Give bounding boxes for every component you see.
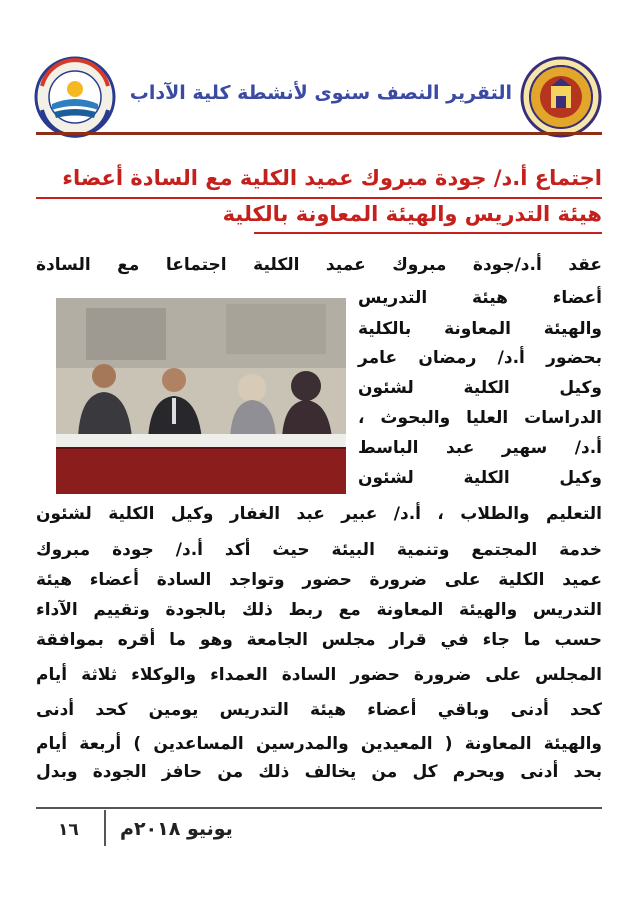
- body-line: الدراسات العليا والبحوث ،: [358, 408, 602, 428]
- body-line: والهيئة المعاونة بالكلية: [358, 319, 602, 339]
- heading-underline-2: [254, 232, 602, 234]
- body-line: عقد أ.د/جودة مبروك عميد الكلية اجتماعا مع السادة: [36, 255, 602, 275]
- footer-date: يونيو ٢٠١٨م: [120, 818, 233, 840]
- body-line: وكيل الكلية لشئون: [358, 468, 602, 488]
- footer-rule: [36, 807, 602, 809]
- heading-underline-1: [36, 197, 602, 199]
- report-title: التقرير النصف سنوى لأنشطة كلية الآداب: [129, 82, 512, 104]
- university-logo-icon: [34, 56, 116, 138]
- header-rule: [36, 132, 602, 135]
- body-line: المجلس على ضرورة حضور السادة العمداء والوكلاء ثلاثة أيام: [36, 665, 602, 685]
- article-heading-line-2: هيئة التدريس والهيئة المعاونة بالكلية: [222, 202, 602, 226]
- article-heading-line-1: اجتماع أ.د/ جودة مبروك عميد الكلية مع السادة أعضاء: [62, 166, 602, 190]
- body-line: حسب ما جاء في قرار مجلس الجامعة وهو ما أقره بموافقة: [36, 630, 602, 650]
- body-line: بحضور أ.د/ رمضان عامر: [358, 348, 602, 368]
- body-line: والهيئة المعاونة ( المعيدين والمدرسين المساعدين ) أربعة أيام: [36, 734, 602, 754]
- body-line: أعضاء هيئة التدريس: [358, 288, 602, 308]
- faculty-logo-icon: [520, 56, 602, 138]
- body-line: خدمة المجتمع وتنمية البيئة حيث أكد أ.د/ جودة مبروك: [36, 540, 602, 560]
- body-line: أ.د/ سهير عبد الباسط: [358, 438, 602, 458]
- body-line: بحد أدنى ويحرم كل من يخالف ذلك من حافز الجودة وبدل: [36, 762, 602, 782]
- body-line: التعليم والطلاب ، أ.د/ عبير عبد الغفار وكيل الكلية لشئون: [36, 504, 602, 524]
- page-number: ١٦: [58, 820, 79, 840]
- body-line: عميد الكلية على ضرورة حضور وتواجد السادة أعضاء هيئة: [36, 570, 602, 590]
- body-line: التدريس والهيئة المعاونة مع ربط ذلك بالجودة وتقييم الآداء: [36, 600, 602, 620]
- body-line: وكيل الكلية لشئون: [358, 378, 602, 398]
- meeting-photo: [56, 298, 346, 494]
- body-line: كحد أدنى وباقي أعضاء هيئة التدريس يومين كحد أدنى: [36, 700, 602, 720]
- footer-divider: [104, 810, 106, 846]
